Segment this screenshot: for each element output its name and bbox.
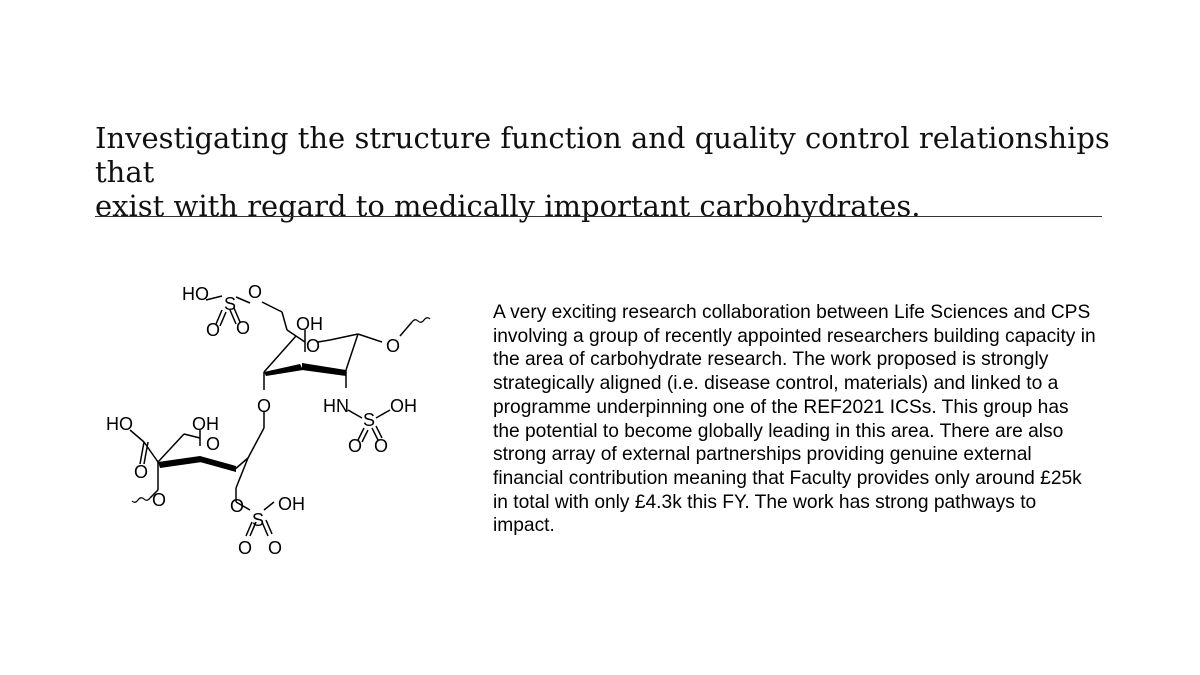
atom-label: OH bbox=[192, 414, 219, 434]
upper-ring-wedge-right bbox=[302, 363, 346, 376]
atom-label: O bbox=[374, 436, 389, 456]
lower-wavy-bond bbox=[132, 498, 150, 503]
atom-label: OH bbox=[296, 314, 323, 334]
disaccharide-structure-svg bbox=[100, 270, 450, 570]
description-paragraph: A very exciting research collaboration between Life Sciences and CPS involving a group of recently appointed researchers building capacity in the area of carbohydrate research. The work proposed is strongly strategically aligned (i.e. disease control, materials) and linked to a programme underpinning one of the REF2021 ICSs. This group has the potential to become globally leading in this area. There are also strong array of external partnerships providing genuine external financial contribution meaning that Faculty provides only around £25k in total with only £4.3k this FY. The work has strong pathways to impact. bbox=[493, 302, 1096, 537]
atom-label: O bbox=[134, 462, 149, 482]
atom-label: O bbox=[268, 538, 283, 558]
horizontal-divider bbox=[95, 216, 1102, 217]
atom-label: OH bbox=[390, 396, 417, 416]
atom-label: HN bbox=[323, 396, 349, 416]
atom-label: S bbox=[363, 410, 376, 430]
atom-label: S bbox=[252, 510, 265, 530]
atom-label: O bbox=[306, 336, 321, 356]
atom-label: O bbox=[230, 496, 245, 516]
page-heading bbox=[95, 121, 1115, 223]
lower-ring-wedge-left bbox=[158, 456, 202, 468]
atom-label: HO bbox=[106, 414, 133, 434]
middle-linker-bonds bbox=[248, 412, 264, 458]
atom-label: O bbox=[152, 490, 167, 510]
chemical-structure-diagram bbox=[100, 270, 450, 570]
atom-label: O bbox=[206, 434, 221, 454]
heading-line-1: Investigating the structure function and quality control relationships that bbox=[95, 121, 1110, 189]
atom-label: O bbox=[386, 336, 401, 356]
atom-label: O bbox=[348, 436, 363, 456]
atom-label: OH bbox=[278, 494, 305, 514]
atom-label: S bbox=[224, 294, 237, 314]
heading-line-2: exist with regard to medically important carbohydrates. bbox=[95, 189, 921, 223]
upper-wavy-bond bbox=[412, 318, 430, 323]
upper-ring-bonds bbox=[264, 322, 412, 390]
lower-ring-wedge-right bbox=[200, 456, 236, 472]
atom-label: O bbox=[206, 320, 221, 340]
atom-label: O bbox=[238, 538, 253, 558]
atom-label: O bbox=[248, 282, 263, 302]
atom-label: HO bbox=[182, 284, 209, 304]
atom-label: O bbox=[257, 396, 272, 416]
atom-label: O bbox=[236, 318, 251, 338]
